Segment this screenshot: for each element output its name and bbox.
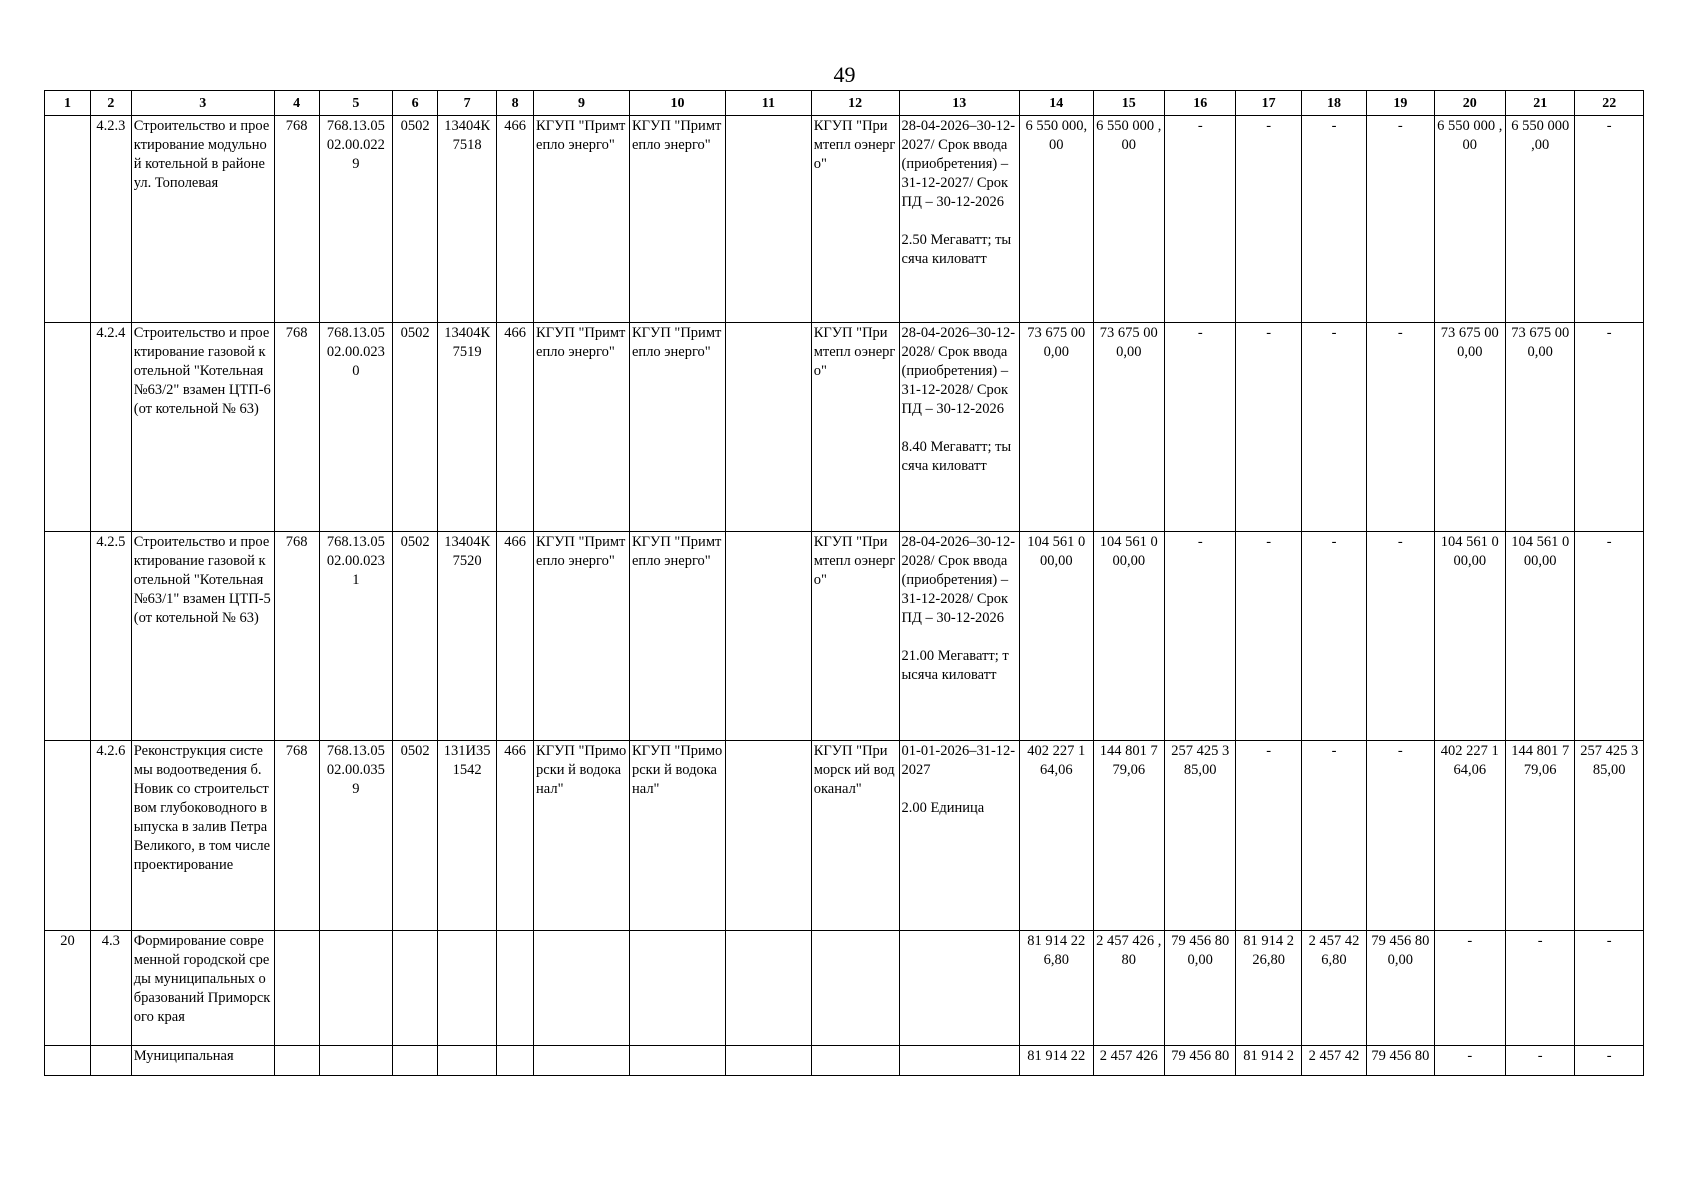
table-cell: 13404К 7518: [438, 116, 497, 323]
table-cell: [497, 931, 534, 1046]
table-cell: [899, 1046, 1019, 1076]
table-cell: КГУП "Приморски й водоканал": [630, 741, 726, 931]
table-cell: 79 456 80 0,00: [1165, 931, 1236, 1046]
table-cell: 6 550 000 ,00: [1093, 116, 1164, 323]
table-cell: КГУП "Примтепло энерго": [630, 116, 726, 323]
table-cell: КГУП "Примтепло энерго": [630, 323, 726, 532]
table-cell: 4.2.4: [90, 323, 131, 532]
table-cell: 768: [274, 532, 319, 741]
table-cell: 28-04-2026–30-12-2027/ Срок ввода (приобретения) – 31-12-2027/ Срок ПД – 30-12-2026 2.50 Мегаватт; тысяча киловатт: [899, 116, 1019, 323]
column-header: 20: [1434, 91, 1505, 116]
table-cell: [534, 1046, 630, 1076]
table-cell: 466: [497, 116, 534, 323]
table-cell: 6 550 000 ,00: [1434, 116, 1505, 323]
table-cell: Реконструкция системы водоотведения б. Новик со строительством глубоководного выпуска в залив Петра Великого, в том числе проектирование: [131, 741, 274, 931]
table-cell: 79 456 80: [1165, 1046, 1236, 1076]
table-cell: [393, 931, 438, 1046]
budget-table: [44, 90, 1644, 1076]
column-header: 10: [630, 91, 726, 116]
table-cell: 0502: [393, 323, 438, 532]
table-cell: [630, 1046, 726, 1076]
table-row: [45, 116, 1644, 323]
header-row: [45, 91, 1644, 116]
column-header: 22: [1575, 91, 1644, 116]
table-cell: [90, 1046, 131, 1076]
table-cell: -: [1165, 116, 1236, 323]
column-header: 13: [899, 91, 1019, 116]
column-header: 3: [131, 91, 274, 116]
table-cell: -: [1165, 532, 1236, 741]
table-row: [45, 323, 1644, 532]
table-cell: КГУП "Приморск ий водоканал": [811, 741, 899, 931]
table-cell: 73 675 00 0,00: [1434, 323, 1505, 532]
table-cell: [438, 1046, 497, 1076]
column-header: 9: [534, 91, 630, 116]
table-cell: [45, 323, 91, 532]
table-cell: -: [1236, 323, 1301, 532]
table-cell: [725, 116, 811, 323]
table-cell: Муниципальная: [131, 1046, 274, 1076]
table-cell: 144 801 7 79,06: [1093, 741, 1164, 931]
table-cell: 73 675 00 0,00: [1093, 323, 1164, 532]
table-cell: [45, 741, 91, 931]
table-cell: 768.13.05 02.00.023 1: [319, 532, 393, 741]
table-cell: -: [1575, 532, 1644, 741]
table-cell: -: [1575, 323, 1644, 532]
table-row: [45, 532, 1644, 741]
table-cell: 131И35 1542: [438, 741, 497, 931]
table-cell: [438, 931, 497, 1046]
table-cell: 81 914 2 26,80: [1236, 931, 1301, 1046]
column-header: 18: [1301, 91, 1366, 116]
table-cell: 768.13.05 02.00.035 9: [319, 741, 393, 931]
table-cell: -: [1236, 116, 1301, 323]
table-cell: 768: [274, 323, 319, 532]
table-cell: 4.2.6: [90, 741, 131, 931]
table-cell: 6 550 000 ,00: [1506, 116, 1575, 323]
table-cell: Строительство и проектирование газовой котельной "Котельная №63/1" взамен ЦТП-5 (от котельной № 63): [131, 532, 274, 741]
table-cell: [725, 741, 811, 931]
table-cell: -: [1506, 931, 1575, 1046]
table-cell: -: [1165, 323, 1236, 532]
table-cell: [725, 532, 811, 741]
table-cell: 466: [497, 741, 534, 931]
table-cell: [725, 323, 811, 532]
table-row: [45, 741, 1644, 931]
column-header: 11: [725, 91, 811, 116]
table-cell: 28-04-2026–30-12-2028/ Срок ввода (приобретения) – 31-12-2028/ Срок ПД – 30-12-2026 21.00 Мегаватт; тысяча киловатт: [899, 532, 1019, 741]
table-cell: [393, 1046, 438, 1076]
table-row: [45, 1046, 1644, 1076]
column-header: 5: [319, 91, 393, 116]
table-cell: [811, 931, 899, 1046]
table-cell: 104 561 0 00,00: [1093, 532, 1164, 741]
table-cell: 104 561 0 00,00: [1020, 532, 1094, 741]
table-cell: [497, 1046, 534, 1076]
table-cell: 0502: [393, 116, 438, 323]
table-cell: 13404К 7519: [438, 323, 497, 532]
table-cell: 402 227 1 64,06: [1020, 741, 1094, 931]
column-header: 2: [90, 91, 131, 116]
table-cell: 73 675 00 0,00: [1020, 323, 1094, 532]
table-cell: 4.3: [90, 931, 131, 1046]
table-cell: [274, 931, 319, 1046]
table-cell: 2 457 42 6,80: [1301, 931, 1366, 1046]
table-cell: [811, 1046, 899, 1076]
column-header: 8: [497, 91, 534, 116]
table-cell: [45, 116, 91, 323]
table-cell: [899, 931, 1019, 1046]
table-cell: -: [1367, 741, 1434, 931]
table-cell: 79 456 80: [1367, 1046, 1434, 1076]
column-header: 19: [1367, 91, 1434, 116]
table-cell: -: [1367, 532, 1434, 741]
table-cell: 28-04-2026–30-12-2028/ Срок ввода (приобретения) – 31-12-2028/ Срок ПД – 30-12-2026 8.40 Мегаватт; тысяча киловатт: [899, 323, 1019, 532]
table-cell: Формирование современной городской среды муниципальных образований Приморского края: [131, 931, 274, 1046]
table-cell: -: [1575, 116, 1644, 323]
table-cell: 144 801 7 79,06: [1506, 741, 1575, 931]
table-cell: 13404К 7520: [438, 532, 497, 741]
page-number: 49: [833, 62, 856, 87]
table-cell: КГУП "Примтепл оэнерго": [811, 116, 899, 323]
table-cell: [319, 931, 393, 1046]
table-cell: КГУП "Приморски й водоканал": [534, 741, 630, 931]
table-cell: 768.13.05 02.00.022 9: [319, 116, 393, 323]
table-cell: 4.2.5: [90, 532, 131, 741]
table-cell: -: [1301, 323, 1366, 532]
table-cell: 73 675 00 0,00: [1506, 323, 1575, 532]
table-cell: 0502: [393, 532, 438, 741]
table-cell: 104 561 0 00,00: [1506, 532, 1575, 741]
table-cell: [45, 532, 91, 741]
table-cell: 20: [45, 931, 91, 1046]
table-cell: КГУП "Примтепло энерго": [534, 323, 630, 532]
table-cell: Строительство и проектирование газовой котельной "Котельная №63/2" взамен ЦТП-6 (от котельной № 63): [131, 323, 274, 532]
table-cell: -: [1301, 741, 1366, 931]
table-cell: 2 457 426: [1093, 1046, 1164, 1076]
table-row: [45, 931, 1644, 1046]
table-cell: 2 457 42: [1301, 1046, 1366, 1076]
table-cell: [534, 931, 630, 1046]
table-cell: 402 227 1 64,06: [1434, 741, 1505, 931]
table-cell: КГУП "Примтепло энерго": [630, 532, 726, 741]
table-cell: КГУП "Примтепло энерго": [534, 116, 630, 323]
table-cell: -: [1575, 1046, 1644, 1076]
table-cell: КГУП "Примтепл оэнерго": [811, 323, 899, 532]
table-cell: 768.13.05 02.00.023 0: [319, 323, 393, 532]
column-header: 6: [393, 91, 438, 116]
table-cell: -: [1434, 1046, 1505, 1076]
column-header: 7: [438, 91, 497, 116]
table-cell: [274, 1046, 319, 1076]
table-cell: 6 550 000, 00: [1020, 116, 1094, 323]
table-cell: 466: [497, 323, 534, 532]
table-cell: [630, 931, 726, 1046]
column-header: 17: [1236, 91, 1301, 116]
table-cell: -: [1301, 116, 1366, 323]
column-header: 14: [1020, 91, 1094, 116]
table-cell: 257 425 3 85,00: [1575, 741, 1644, 931]
table-cell: 2 457 426 ,80: [1093, 931, 1164, 1046]
column-header: 16: [1165, 91, 1236, 116]
table-cell: 768: [274, 116, 319, 323]
table-cell: -: [1236, 741, 1301, 931]
table-cell: 768: [274, 741, 319, 931]
table-cell: 81 914 22 6,80: [1020, 931, 1094, 1046]
column-header: 1: [45, 91, 91, 116]
table-cell: -: [1236, 532, 1301, 741]
column-header: 21: [1506, 91, 1575, 116]
table-cell: 81 914 2: [1236, 1046, 1301, 1076]
table-cell: [725, 931, 811, 1046]
table-cell: -: [1506, 1046, 1575, 1076]
table-cell: 01-01-2026–31-12-2027 2.00 Единица: [899, 741, 1019, 931]
table-cell: 466: [497, 532, 534, 741]
table-cell: -: [1367, 323, 1434, 532]
table-cell: 0502: [393, 741, 438, 931]
table-cell: 81 914 22: [1020, 1046, 1094, 1076]
table-cell: КГУП "Примтепл оэнерго": [811, 532, 899, 741]
table-cell: 4.2.3: [90, 116, 131, 323]
column-header: 4: [274, 91, 319, 116]
table-cell: КГУП "Примтепло энерго": [534, 532, 630, 741]
table-cell: -: [1434, 931, 1505, 1046]
column-header: 12: [811, 91, 899, 116]
table-cell: -: [1575, 931, 1644, 1046]
table-cell: Строительство и проектирование модульной котельной в районе ул. Тополевая: [131, 116, 274, 323]
table-cell: [319, 1046, 393, 1076]
table-cell: [45, 1046, 91, 1076]
table-cell: 79 456 80 0,00: [1367, 931, 1434, 1046]
table-cell: 257 425 3 85,00: [1165, 741, 1236, 931]
column-header: 15: [1093, 91, 1164, 116]
table-cell: -: [1301, 532, 1366, 741]
table-cell: [725, 1046, 811, 1076]
table-cell: 104 561 0 00,00: [1434, 532, 1505, 741]
table-cell: -: [1367, 116, 1434, 323]
